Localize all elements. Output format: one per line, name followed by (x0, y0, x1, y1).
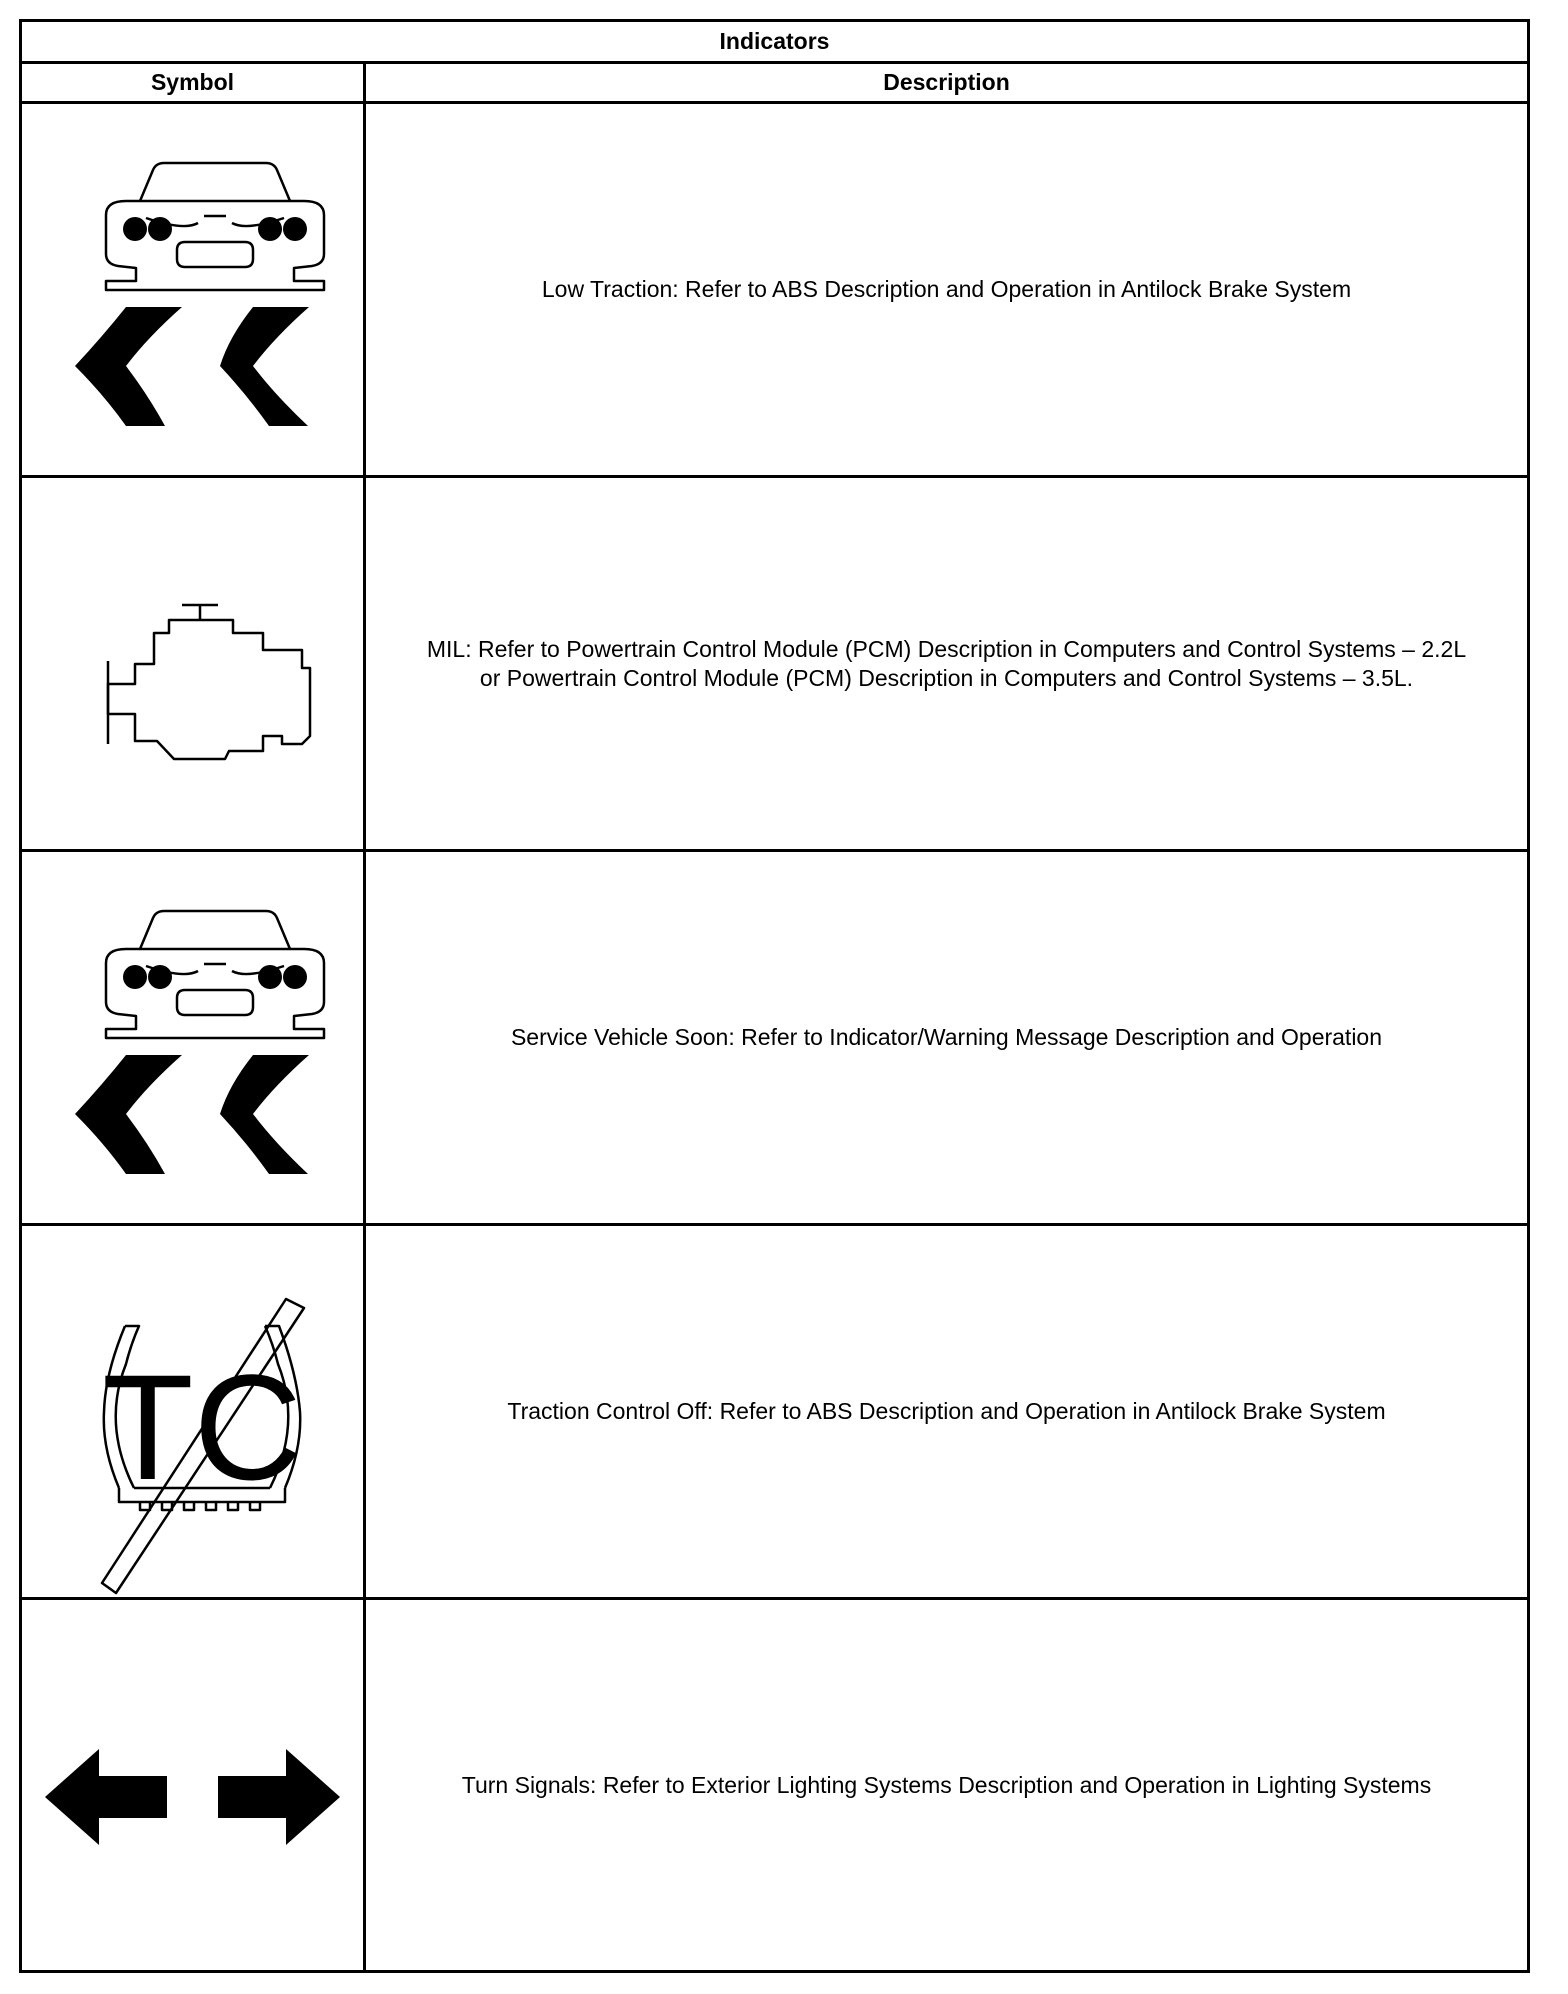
header-description: Description (883, 69, 1010, 95)
low-traction-icon (22, 104, 363, 475)
symbol-cell (22, 478, 366, 849)
description-line: MIL: Refer to Powertrain Control Module (PCM) Description in Computers and Control Systems – 2.2L (426, 635, 1467, 662)
table-header-row (22, 64, 1527, 104)
description-text: Low Traction: Refer to ABS Description and Operation in Antilock Brake System (541, 276, 1352, 302)
table-title: Indicators (22, 22, 1527, 64)
table-row (22, 1226, 1527, 1600)
description-text (427, 635, 1466, 693)
symbol-cell (22, 1226, 366, 1597)
description-cell (366, 852, 1527, 1223)
symbol-cell (22, 852, 366, 1223)
description-cell (366, 1226, 1527, 1597)
engine-mil-icon (22, 478, 363, 849)
arrow-right-icon (218, 1749, 340, 1845)
service-vehicle-soon-icon (22, 852, 363, 1223)
table-row (22, 852, 1527, 1226)
symbol-cell (22, 104, 366, 475)
icon-text: TC (102, 1343, 302, 1511)
description-cell (366, 104, 1527, 475)
description-text: Turn Signals: Refer to Exterior Lighting Systems Description and Operation in Lighting Systems (461, 1771, 1432, 1798)
description-line: or Powertrain Control Module (PCM) Description in Computers and Control Systems – 3.5L. (479, 664, 1414, 691)
table-row (22, 478, 1527, 852)
header-symbol: Symbol (22, 64, 366, 101)
symbol-cell (22, 1600, 366, 1970)
table-row (22, 104, 1527, 478)
description-cell (366, 1600, 1527, 1970)
description-text: Traction Control Off: Refer to ABS Description and Operation in Antilock Brake System (507, 1398, 1386, 1424)
table-row (22, 1600, 1527, 1970)
arrow-left-icon (45, 1749, 167, 1845)
description-cell (366, 478, 1527, 849)
description-text: Service Vehicle Soon: Refer to Indicator/Warning Message Description and Operation (510, 1024, 1383, 1050)
turn-signals-icon (22, 1600, 363, 1967)
traction-control-off-icon (22, 1226, 363, 1597)
indicators-table (19, 19, 1530, 1973)
